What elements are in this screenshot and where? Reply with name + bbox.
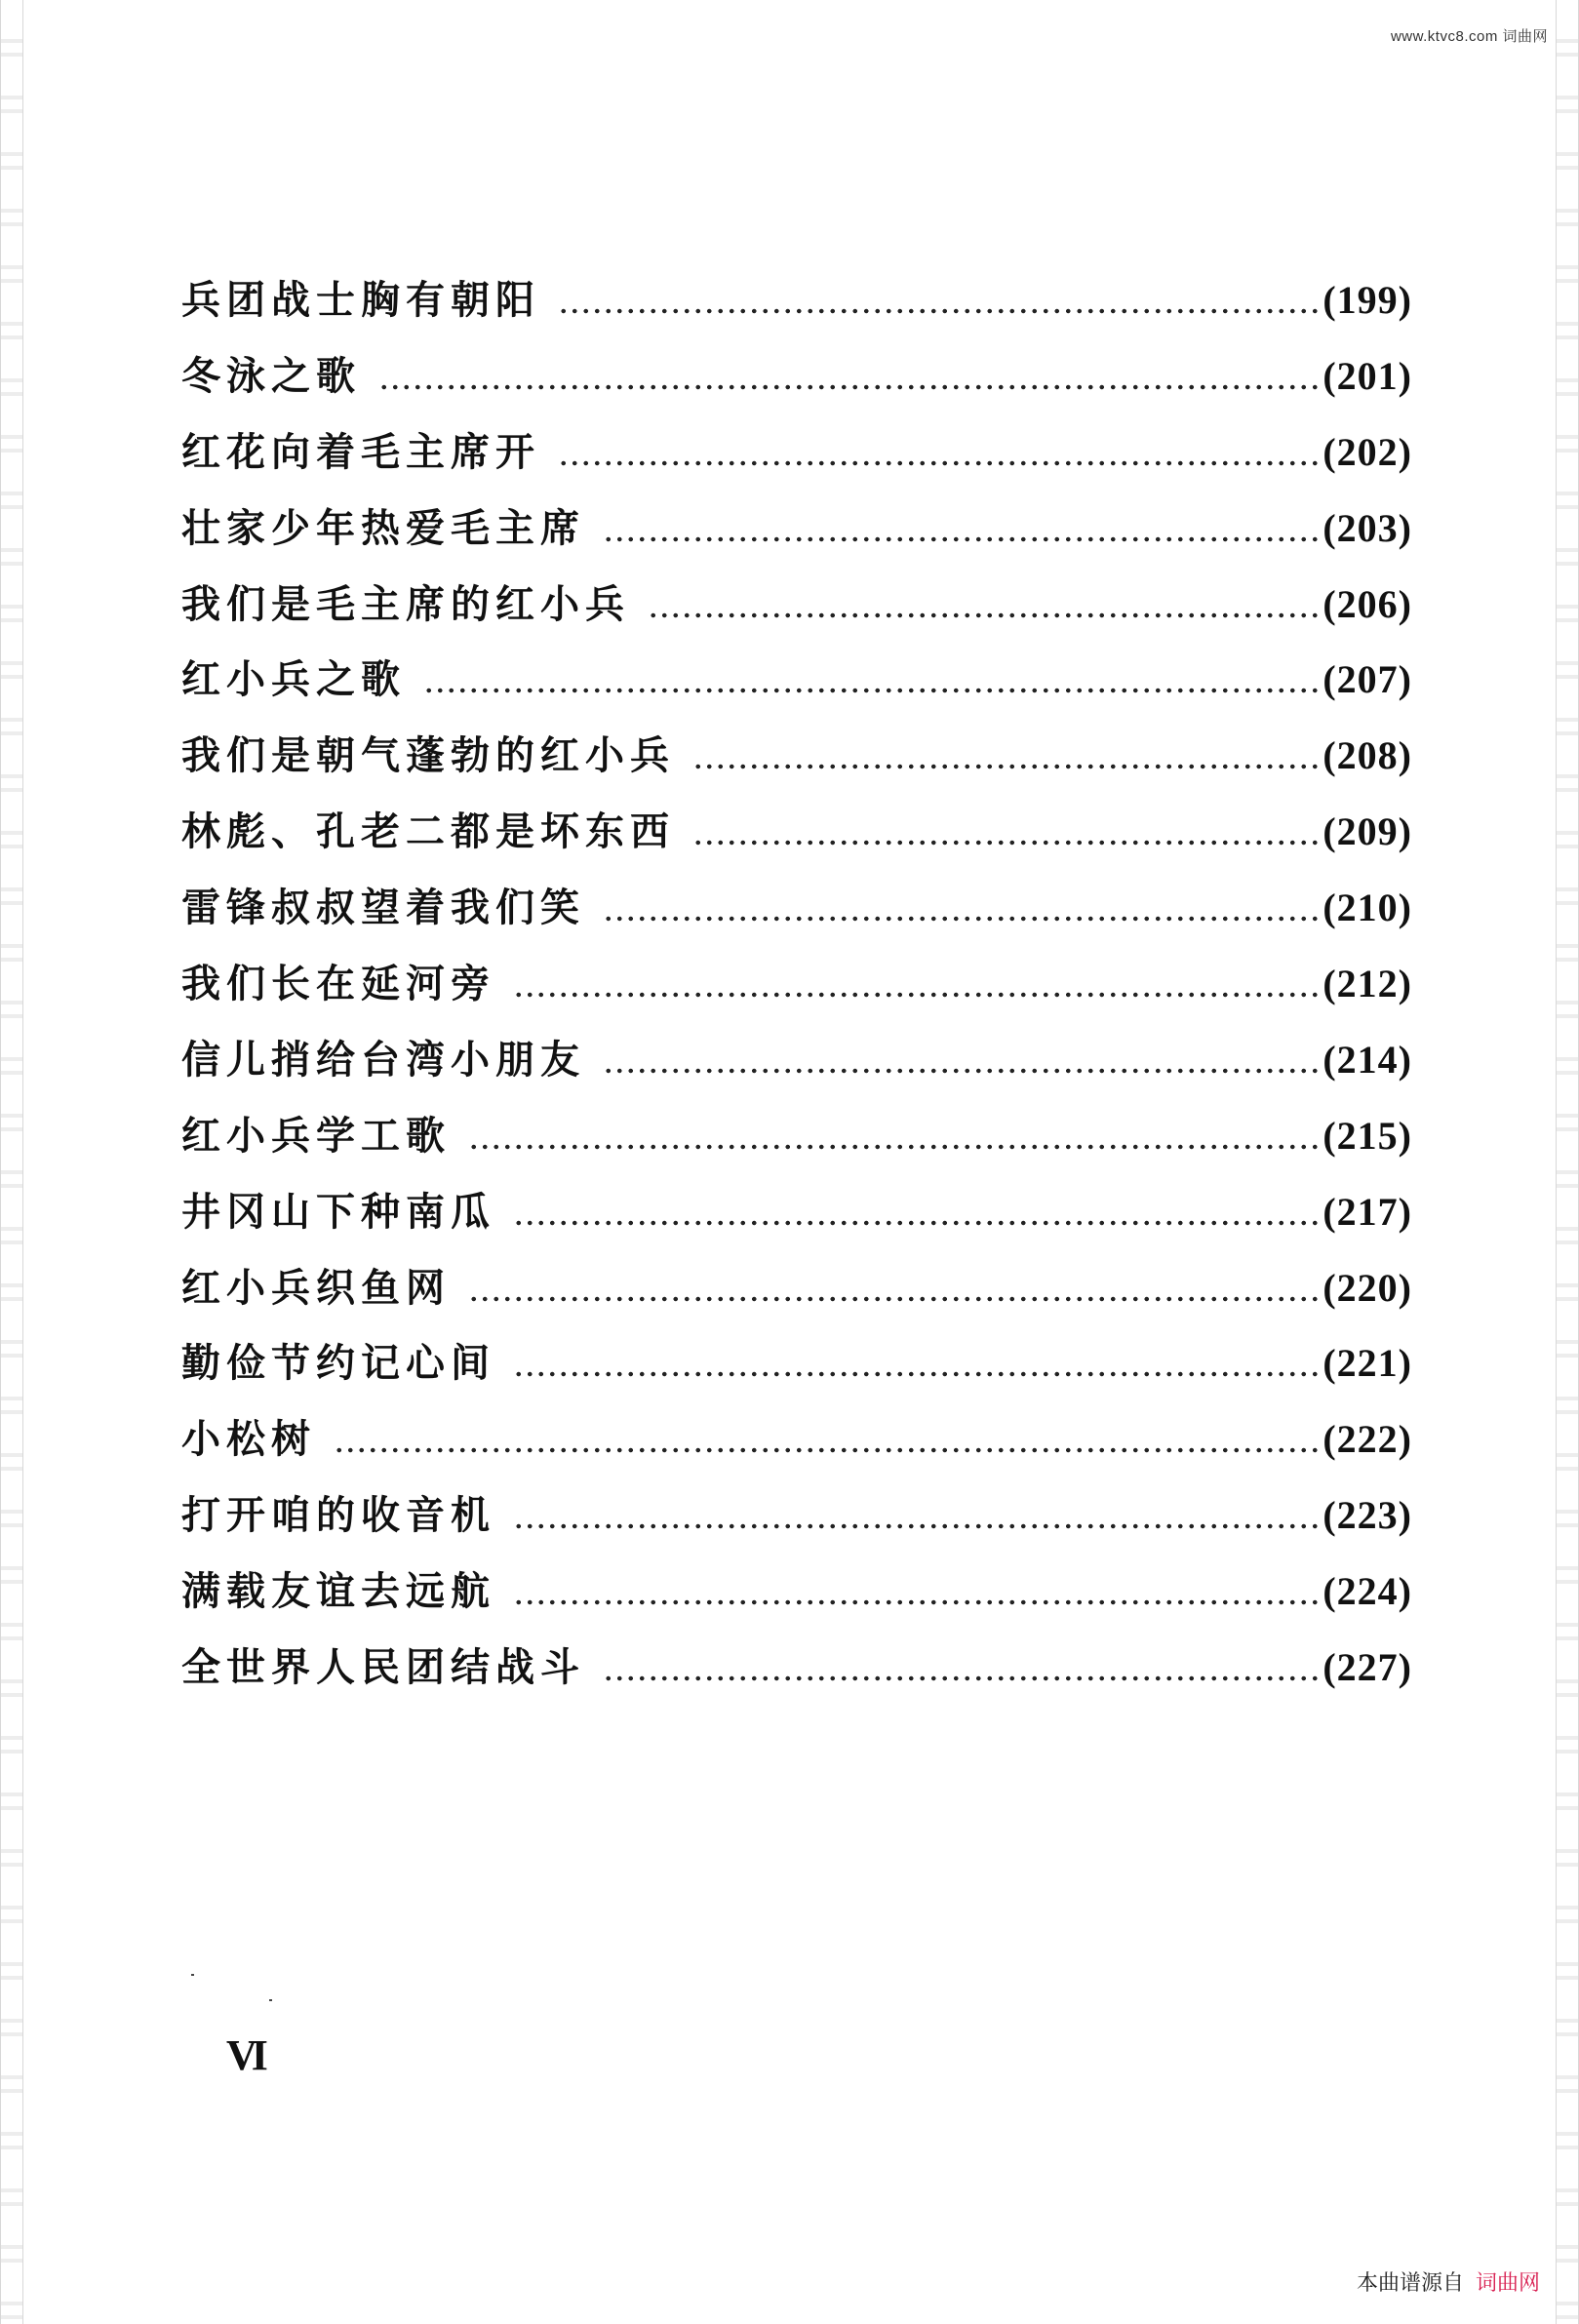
dot-leader <box>468 1144 1319 1150</box>
dot-leader <box>603 1675 1319 1681</box>
scan-speck <box>269 1999 272 2001</box>
toc-entry-title: 红小兵之歌 <box>181 656 406 703</box>
toc-entry <box>181 421 1412 497</box>
toc-entry-page: (224) <box>1322 1569 1412 1614</box>
dot-leader <box>603 536 1319 542</box>
left-margin-strip <box>0 0 23 2324</box>
toc-entry <box>181 877 1412 953</box>
toc-entry <box>181 269 1412 345</box>
toc-entry <box>181 1408 1412 1484</box>
toc-entry <box>181 1029 1412 1105</box>
toc-entry <box>181 953 1412 1029</box>
toc-entry-page: (220) <box>1322 1265 1412 1310</box>
toc-entry-page: (214) <box>1322 1037 1412 1082</box>
toc-entry <box>181 1560 1412 1636</box>
dot-leader <box>603 916 1319 922</box>
toc-entry <box>181 725 1412 801</box>
toc-entry-page: (210) <box>1322 886 1412 930</box>
toc-entry <box>181 1636 1412 1713</box>
dot-leader <box>378 384 1319 390</box>
toc-entry-title: 全世界人民团结战斗 <box>181 1644 585 1691</box>
toc-entry-title: 红小兵学工歌 <box>181 1112 451 1159</box>
toc-entry-page: (227) <box>1322 1645 1412 1690</box>
dot-leader <box>603 1068 1319 1074</box>
toc-entry <box>181 649 1412 725</box>
toc-entry-title: 信儿捎给台湾小朋友 <box>181 1036 585 1083</box>
table-of-contents <box>181 269 1412 1713</box>
dot-leader <box>648 612 1319 618</box>
toc-entry-title: 林彪、孔老二都是坏东西 <box>181 808 675 855</box>
site-watermark: www.ktvc8.com 词曲网 <box>1390 28 1548 45</box>
toc-entry-title: 我们是朝气蓬勃的红小兵 <box>181 732 675 779</box>
right-margin-strip <box>1556 0 1579 2324</box>
toc-entry-title: 雷锋叔叔望着我们笑 <box>181 885 585 931</box>
toc-entry <box>181 573 1412 650</box>
toc-entry <box>181 1332 1412 1408</box>
scan-speck <box>191 1974 194 1976</box>
toc-entry-title: 兵团战士胸有朝阳 <box>181 277 540 323</box>
toc-entry-title: 打开咱的收音机 <box>181 1492 495 1539</box>
toc-entry-page: (207) <box>1322 657 1412 702</box>
toc-entry <box>181 345 1412 421</box>
dot-leader <box>513 1599 1319 1605</box>
source-credit <box>1357 2266 1540 2297</box>
dot-leader <box>558 308 1319 314</box>
source-site-link[interactable]: 词曲网 <box>1475 2271 1540 2296</box>
toc-entry-page: (202) <box>1322 429 1412 474</box>
dot-leader <box>692 840 1319 846</box>
toc-entry <box>181 497 1412 573</box>
toc-entry <box>181 1484 1412 1560</box>
toc-entry-title: 壮家少年热爱毛主席 <box>181 504 585 551</box>
toc-entry-page: (217) <box>1322 1189 1412 1234</box>
toc-entry-page: (223) <box>1322 1493 1412 1538</box>
toc-entry-page: (201) <box>1322 353 1412 398</box>
toc-entry-title: 我们是毛主席的红小兵 <box>181 580 630 627</box>
toc-entry-page: (212) <box>1322 962 1412 1006</box>
toc-entry-title: 勤俭节约记心间 <box>181 1340 495 1387</box>
dot-leader <box>558 460 1319 466</box>
toc-entry-page: (215) <box>1322 1113 1412 1158</box>
dot-leader <box>468 1296 1319 1302</box>
dot-leader <box>513 1220 1319 1226</box>
dot-leader <box>513 1523 1319 1529</box>
dot-leader <box>423 688 1319 693</box>
page-number: VI <box>226 2031 262 2079</box>
toc-entry-title: 冬泳之歌 <box>181 352 361 399</box>
toc-entry-page: (209) <box>1322 809 1412 854</box>
toc-entry <box>181 1257 1412 1333</box>
toc-entry-page: (203) <box>1322 505 1412 550</box>
toc-entry <box>181 1181 1412 1257</box>
toc-entry-page: (221) <box>1322 1341 1412 1386</box>
toc-entry-page: (206) <box>1322 581 1412 626</box>
toc-entry-page: (199) <box>1322 278 1412 322</box>
dot-leader <box>692 764 1319 769</box>
toc-entry <box>181 1105 1412 1181</box>
toc-entry-title: 井冈山下种南瓜 <box>181 1188 495 1235</box>
toc-entry-title: 小松树 <box>181 1416 316 1463</box>
toc-entry-title: 满载友谊去远航 <box>181 1568 495 1615</box>
dot-leader <box>513 1371 1319 1377</box>
toc-entry-page: (222) <box>1322 1417 1412 1462</box>
toc-entry-title: 红小兵织鱼网 <box>181 1264 451 1311</box>
toc-entry-title: 红花向着毛主席开 <box>181 428 540 475</box>
toc-entry <box>181 801 1412 877</box>
dot-leader <box>334 1447 1319 1453</box>
toc-entry-title: 我们长在延河旁 <box>181 961 495 1007</box>
toc-entry-page: (208) <box>1322 733 1412 778</box>
dot-leader <box>513 992 1319 998</box>
source-label: 本曲谱源自 <box>1356 2271 1464 2296</box>
